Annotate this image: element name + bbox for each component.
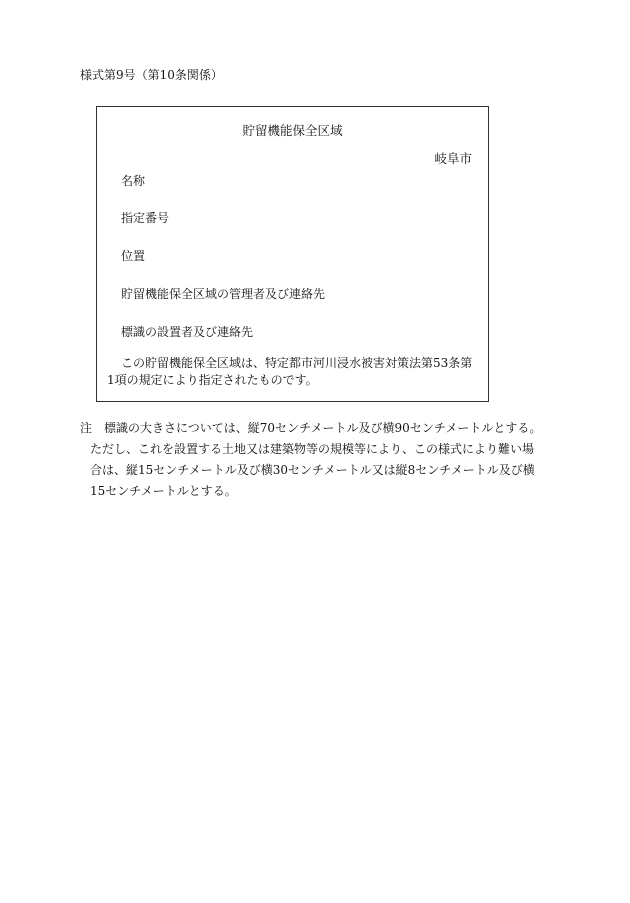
size-note [80,418,555,502]
note-line-1: 注 標識の大きさについては、縦70センチメートル及び横90センチメートルとする。 [80,421,542,435]
field-installer-contact-label: 標識の設置者及び連絡先 [121,325,254,339]
field-designation-number-label: 指定番号 [121,211,170,225]
sign-declaration [107,355,477,389]
sign-declaration-line-1: この貯留機能保全区域は、特定都市河川浸水被害対策法第53条第 [121,356,473,370]
field-location-label: 位置 [121,249,146,263]
sign-issuer: 岐阜市 [434,151,472,166]
sign-template-frame [96,106,489,402]
note-line-4: 15センチメートルとする。 [90,484,237,498]
sign-title: 貯留機能保全区域 [242,123,343,138]
sign-declaration-line-2: 1項の規定により指定されたものです。 [107,373,318,387]
form-number-label: 様式第9号（第10条関係） [80,68,223,82]
field-name-label: 名称 [121,174,146,188]
note-line-3: 合は、縦15センチメートル及び横30センチメートル又は縦8センチメートル及び横 [90,463,535,477]
note-line-2: ただし、これを設置する土地又は建築物等の規模等により、この様式により難い場 [90,442,535,456]
field-manager-contact-label: 貯留機能保全区域の管理者及び連絡先 [121,287,326,301]
